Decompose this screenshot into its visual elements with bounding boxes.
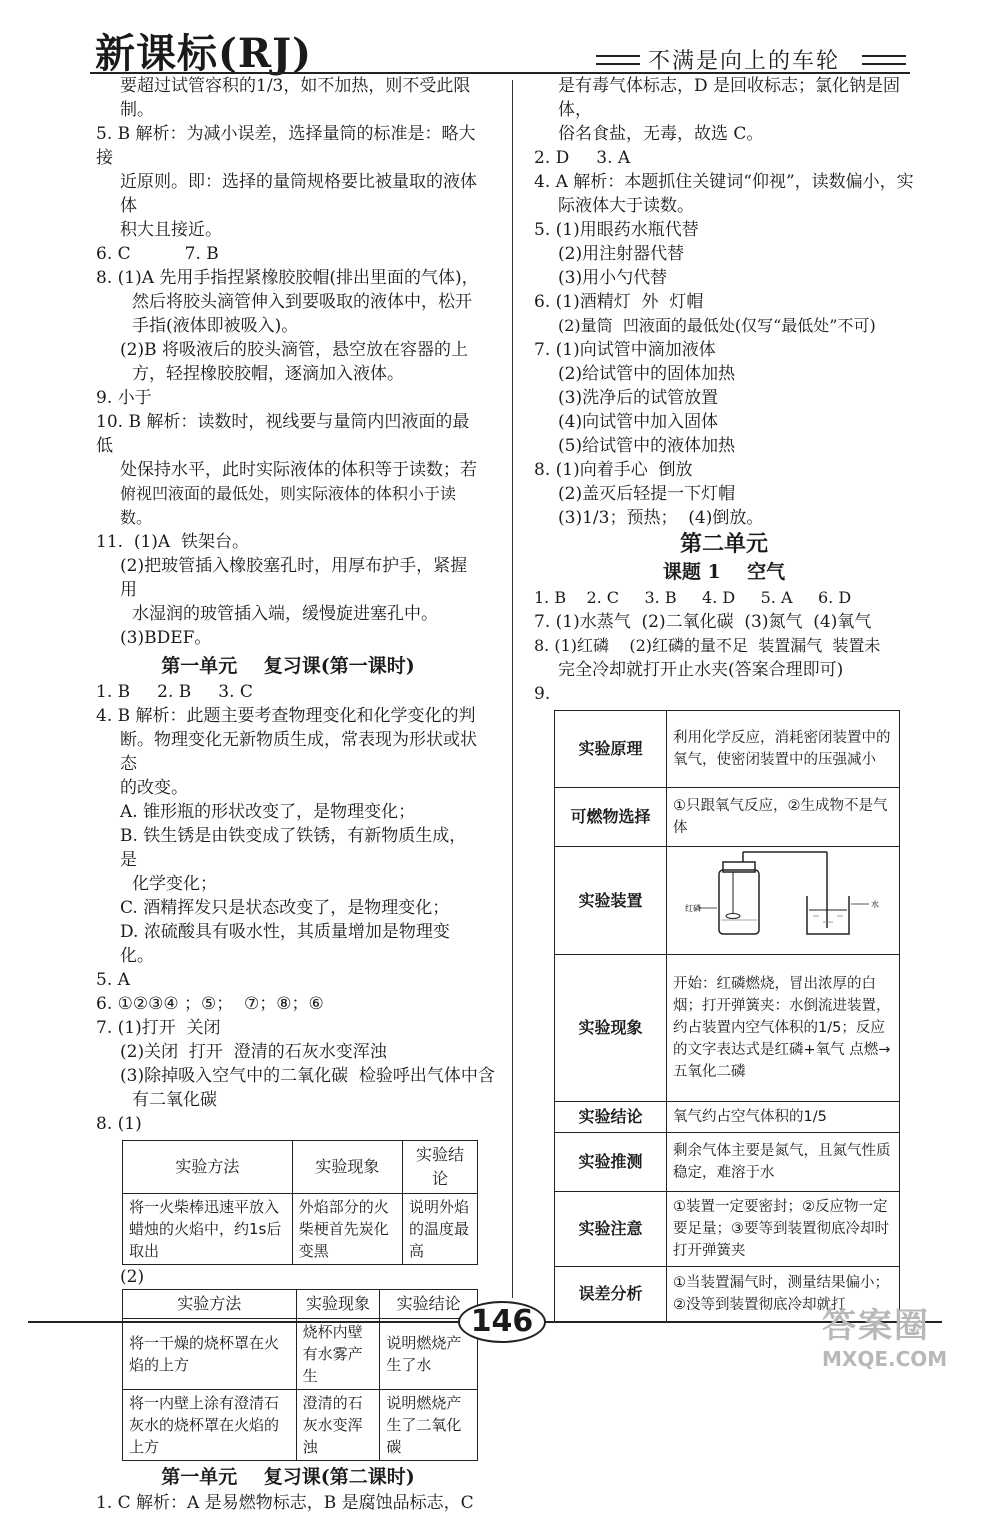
experiment-table-1 [122,1140,478,1265]
answer-line: B. 铁生锈是由铁变成了铁锈，有新物质生成，是 [120,826,467,870]
answer-line: 1. B 2. B 3. C [96,682,253,702]
table-cell: 烧杯内壁有水雾产生 [296,1319,380,1390]
experiment-table-2 [122,1289,478,1461]
answer-line: (2)盖灭后轻提一下灯帽 [558,484,736,504]
answer-line: (2)把玻管插入橡胶塞孔时，用厚布护手，紧握用 [120,556,468,600]
table-cell: 说明外焰的温度最高 [403,1194,478,1265]
row-label: 实验原理 [555,711,667,788]
row-content: 开始：红磷燃烧，冒出浓厚的白烟；打开弹簧夹：水倒流进装置，约占装置内空气体积的1/5；反应的文字表达式是红磷+氧气 点燃→ 五氧化二磷 [667,955,900,1102]
row-label: 实验注意 [555,1192,667,1267]
answer-line: (2)给试管中的固体加热 [558,364,736,384]
answer-line: 1. B 2. C 3. B 4. D 5. A 6. D [534,588,852,607]
apparatus-diagram [673,850,893,944]
answer-line: 7. (1)向试管中滴加液体 [534,340,716,360]
table-row [555,1133,900,1192]
unit-title: 第二单元 [679,531,768,557]
table-row [555,847,900,955]
row-label: 实验结论 [555,1102,667,1133]
answer-line: 10. B 解析：读数时，视线要与量筒内凹液面的最低 [96,412,470,456]
answer-line: 7. (1)打开 关闭 [96,1018,221,1038]
footer-rule-left [28,1321,458,1323]
table-row [555,1102,900,1133]
answer-line: 水湿润的玻管插入端，缓慢旋进塞孔中。 [132,604,438,624]
table-cell: 外焰部分的火柴梗首先炭化变黑 [292,1194,402,1265]
section-heading: 第一单元 复习课(第二课时) [161,1466,415,1488]
answer-line: 处保持水平，此时实际液体的体积等于读数；若 [120,460,477,480]
answer-line: 4. B 解析：此题主要考查物理变化和化学变化的判 [96,706,476,726]
answer-line: (3)洗净后的试管放置 [558,388,719,408]
answer-line: 8. (1)向着手心 倒放 [534,460,693,480]
answer-line: 5. (1)用眼药水瓶代替 [534,220,699,240]
answer-line: 5. A [96,970,130,990]
watermark-logo-text: 答案圈 [822,1306,930,1346]
answer-line: 8. (1)红磷 (2)红磷的量不足 装置漏气 装置未 [534,636,881,655]
answer-line: 6. ①②③④ ；⑤； ⑦；⑧；⑥ [96,994,324,1014]
sub-question-label: (2) [120,1267,145,1287]
answer-line: C. 酒精挥发只是状态改变了，是物理变化； [120,898,450,918]
table-header-cell: 实验方法 [123,1141,293,1194]
table-cell: 将一内壁上涂有澄清石灰水的烧杯罩在火焰的上方 [123,1390,297,1461]
table-row [555,1192,900,1267]
answer-line: 1. C 解析：A 是易燃物标志，B 是腐蚀品标志，C [96,1493,474,1513]
left-column [96,74,495,1515]
answer-line: (2)量筒 凹液面的最低处(仅写“最低处”不可) [558,316,876,335]
header-motto: 不满是向上的车轮 [648,49,841,74]
answer-line: 然后将胶头滴管伸入到要吸取的液体中，松开 [132,292,472,312]
answer-line: 俗名食盐，无毒，故选 C。 [558,124,764,144]
site-watermark [822,1298,992,1382]
answer-line: 际液体大于读数。 [558,196,694,216]
table-row [555,788,900,847]
answer-line: 8. (1)A 先用手指捏紧橡胶胶帽(排出里面的气体)， [96,268,479,288]
table-header-cell: 实验结论 [380,1290,478,1319]
answer-line: (3)1/3；预热； (4)倒放。 [558,508,764,528]
answer-line: 9. [534,684,551,704]
answer-line: (2)关闭 打开 澄清的石灰水变浑浊 [120,1042,387,1062]
apparatus-diagram-cell [667,847,900,955]
answer-line: 9. 小于 [96,388,152,408]
row-content: 利用化学反应，消耗密闭装置中的氧气，使密闭装置中的压强减小 [667,711,900,788]
answer-line: 要超过试管容积的1/3，如不加热，则不受此限制。 [120,76,471,120]
column-divider [512,80,513,1298]
answer-line: 近原则。即：选择的量筒规格要比被量取的液体体 [120,172,477,216]
right-column [534,74,914,1322]
table-header-cell: 实验现象 [292,1141,402,1194]
answer-line: 8. (1) [96,1114,142,1134]
table-header-row [123,1290,478,1319]
table-row [123,1390,478,1461]
answer-line: (3)用小勺代替 [558,268,668,288]
answer-line: (3)除掉吸入空气中的二氧化碳 检验呼出气体中含 [120,1066,495,1086]
table-cell: 说明燃烧产生了二氧化碳 [380,1390,478,1461]
table-header-cell: 实验结论 [403,1141,478,1194]
answer-line: 化学变化； [132,874,217,894]
table-row [555,955,900,1102]
answer-line: 俯视凹液面的最低处，则实际液体的体积小于读数。 [120,484,457,527]
answer-line: 断。物理变化无新物质生成，常表现为形状或状态 [120,730,477,774]
row-content: ①只跟氧气反应，②生成物不是气体 [667,788,900,847]
answer-line: 6. (1)酒精灯 外 灯帽 [534,292,704,312]
answer-line: 11. (1)A 铁架台。 [96,532,250,552]
svg-text:红磷: 红磷 [685,904,701,913]
answer-line: 的改变。 [120,778,188,798]
table-row [123,1194,478,1265]
answer-line: (5)给试管中的液体加热 [558,436,736,456]
answer-line: 有二氧化碳 [132,1090,217,1110]
book-series-title: 新课标(RJ) [95,30,313,77]
air-experiment-table [554,710,900,1322]
row-label: 实验推测 [555,1133,667,1192]
table-cell: 说明燃烧产生了水 [380,1319,478,1390]
answer-line: (4)向试管中加入固体 [558,412,719,432]
answer-line: (2)B 将吸液后的胶头滴管，悬空放在容器的上 [120,340,468,360]
row-label: 误差分析 [555,1267,667,1322]
watermark-url: MXQE.COM [822,1347,948,1371]
row-content: ①装置一定要密封；②反应物一定要足量；③要等到装置彻底冷却时打开弹簧夹 [667,1192,900,1267]
answer-line: 手指(液体即被吸入)。 [132,316,299,336]
answer-line: 4. A 解析：本题抓住关键词“仰视”，读数偏小，实 [534,172,914,192]
table-cell: 将一火柴棒迅速平放入蜡烛的火焰中，约1s后取出 [123,1194,293,1265]
table-header-cell: 实验现象 [296,1290,380,1319]
row-label: 实验装置 [555,847,667,955]
answer-line: 6. C 7. B [96,244,219,264]
answer-line: 方，轻捏橡胶胶帽，逐滴加入液体。 [132,364,404,384]
row-content: 氧气约占空气体积的1/5 [667,1102,900,1133]
section-heading: 第一单元 复习课(第一课时) [161,655,415,677]
lesson-title: 课题 1 空气 [662,561,786,583]
table-header-row [123,1141,478,1194]
table-header-cell: 实验方法 [123,1290,297,1319]
table-row [555,711,900,788]
table-cell: 将一干燥的烧杯罩在火焰的上方 [123,1319,297,1390]
motto-decoration-right [862,55,906,65]
answer-line: A. 锥形瓶的形状改变了，是物理变化； [120,802,416,822]
svg-text:水: 水 [871,900,879,909]
answer-line: 完全冷却就打开止水夹(答案合理即可) [558,660,844,680]
answer-line: (3)BDEF。 [120,628,212,648]
row-label: 实验现象 [555,955,667,1102]
row-content: ①当装置漏气时，测量结果偏小；②没等到装置彻底冷却就打 [667,1267,900,1322]
answer-line: 是有毒气体标志，D 是回收标志；氯化钠是固体， [558,76,901,120]
row-label: 可燃物选择 [555,788,667,847]
answer-line: 2. D 3. A [534,148,631,168]
answer-line: D. 浓硫酸具有吸水性，其质量增加是物理变化。 [120,922,450,966]
answer-line: 积大且接近。 [120,220,222,240]
answer-line: 7. (1)水蒸气 (2)二氧化碳 (3)氮气 (4)氧气 [534,612,872,632]
row-content: 剩余气体主要是氮气，且氮气性质稳定，难溶于水 [667,1133,900,1192]
motto-decoration-left [596,55,640,65]
answer-line: 5. B 解析：为减小误差，选择量筒的标准是：略大接 [96,124,476,168]
table-cell: 澄清的石灰水变浑浊 [296,1390,380,1461]
page-number: 146 [458,1301,546,1343]
table-row [123,1319,478,1390]
answer-line: (2)用注射器代替 [558,244,685,264]
